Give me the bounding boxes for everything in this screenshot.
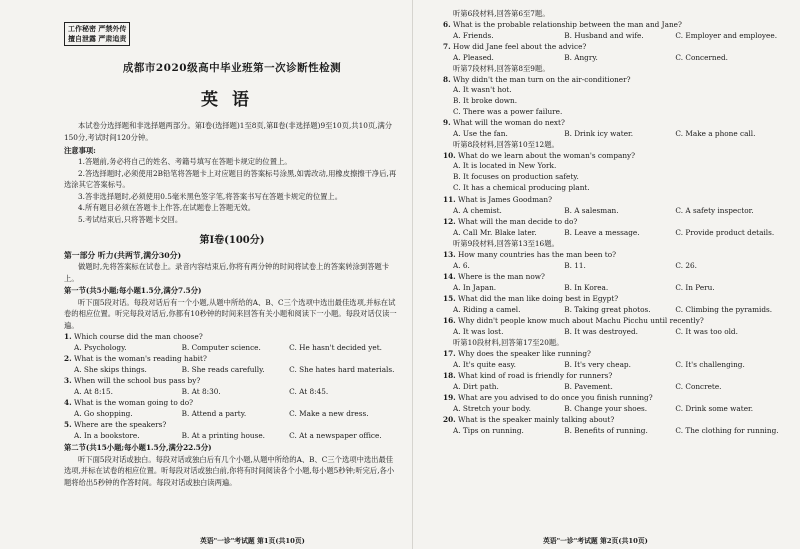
option-c: C. The clothing for running. — [675, 425, 779, 435]
option-c: C. He hasn't decided yet. — [289, 343, 382, 352]
question-text: Where is the man now? — [458, 271, 545, 281]
note-item: 5.考试结束后,只将答题卡交回。 — [78, 214, 183, 224]
option-a: A. Dirt path. — [453, 381, 499, 391]
question-text: Where are the speakers? — [73, 420, 167, 429]
option-a: A. Stretch your body. — [453, 403, 531, 413]
question-text: What will the woman do next? — [452, 118, 565, 128]
question — [443, 293, 790, 304]
question-number: 2. — [64, 354, 72, 363]
option-b: B. It was destroyed. — [564, 326, 638, 336]
option-a: A. Use the fan. — [453, 129, 508, 139]
option-c: C. A safety inspector. — [675, 205, 754, 215]
option-a: A. Psychology. — [74, 343, 127, 352]
option-b: B. Angry. — [564, 53, 598, 62]
section1-intro: 听下面5段对话。每段对话后有一个小题,从题中所给的A、B、C三个选项中选出最佳选项,并标在试卷的相应位置。听完每段对话后,你都有10秒钟的时间来回答有关小题和阅读下一小题。每段对话仅读一遍。 — [64, 297, 397, 330]
question-text: How many countries has the man been to? — [458, 249, 617, 259]
option-a: A. 6. — [453, 260, 470, 270]
question-text: What will the man decide to do? — [458, 216, 578, 226]
question-number: 13. — [443, 249, 456, 259]
question-number: 10. — [443, 151, 456, 161]
part1-heading: 第一部分 听力(共两节,满分30分) — [64, 251, 182, 260]
question-text: What did the man like doing best in Egypt? — [458, 293, 619, 303]
question-number: 20. — [443, 414, 456, 424]
question-number: 14. — [443, 271, 456, 281]
listen-instruction: 听第9段材料,回答第13至16题。 — [453, 238, 559, 248]
option-a: A. Friends. — [453, 31, 494, 40]
option-b: B. At 8:30. — [181, 387, 221, 396]
option-c: C. At 8:45. — [289, 387, 329, 396]
question-number: 12. — [443, 216, 456, 226]
options — [64, 408, 400, 419]
question-text: Which course did the man choose? — [73, 332, 203, 341]
question-text: What is the probable relationship between the man and Jane? — [452, 20, 682, 29]
option-b: B. In Korea. — [564, 282, 609, 292]
listen-instruction: 听第8段材料,回答第10至12题。 — [453, 140, 559, 150]
left-question-list — [64, 331, 400, 441]
question — [443, 271, 790, 282]
question — [443, 194, 790, 205]
options — [443, 52, 790, 63]
options — [443, 359, 790, 370]
option-c: C. Concerned. — [675, 53, 728, 62]
option-a: A. She skips things. — [74, 365, 147, 374]
options — [64, 430, 400, 441]
section2-intro: 听下面5段对话或独白。每段对话或独白后有几个小题,从题中所给的A、B、C三个选项中选出最佳选项,并标在试卷的相应位置。听每段对话或独白前,你将有时间阅读各个小题,每小题5秒钟;听完后,各小题将给出5秒钟的作答时间。每段对话或独白读两遍。 — [64, 454, 395, 487]
option-a: A. It was lost. — [453, 326, 504, 336]
page-footer-right: 英语"一诊"考试题 第2页(共10页) — [543, 537, 648, 545]
listen-instruction: 听第10段材料,回答第17至20题。 — [453, 337, 564, 347]
question — [443, 150, 790, 161]
question-number: 4. — [64, 398, 72, 407]
question — [64, 353, 400, 364]
option-c: C. Make a new dress. — [289, 409, 369, 418]
listen-instruction: 听第6段材料,回答第6至7题。 — [453, 9, 550, 18]
option-c: C. It has a chemical producing plant. — [453, 182, 590, 192]
question-number: 15. — [443, 293, 456, 303]
question-text: When will the school bus pass by? — [73, 376, 201, 385]
question — [443, 41, 790, 52]
question — [443, 117, 790, 128]
question-number: 3. — [64, 376, 72, 385]
option-a: A. Riding a camel. — [453, 304, 521, 314]
question — [443, 414, 790, 425]
option-a: A. Call Mr. Blake later. — [453, 227, 537, 237]
question — [443, 249, 790, 260]
option-b: B. Pavement. — [564, 381, 613, 391]
question — [443, 370, 790, 381]
question-number: 5. — [64, 420, 72, 429]
section1-heading: 第一节(共5小题;每小题1.5分,满分7.5分) — [64, 286, 202, 295]
question-text: What is James Goodman? — [458, 194, 552, 204]
option-c: C. It was too old. — [675, 326, 738, 336]
option-c: C. There was a power failure. — [453, 106, 563, 116]
question-number: 7. — [443, 42, 451, 51]
note-item: 1.答题前,务必将自己的姓名、考籍号填写在答题卡规定的位置上。 — [78, 157, 292, 166]
option-c: C. At a newspaper office. — [289, 431, 382, 440]
question — [443, 348, 790, 359]
option-a: A. Pleased. — [453, 53, 494, 62]
question-number: 16. — [443, 315, 456, 325]
options — [443, 128, 790, 139]
option-b: B. Attend a party. — [181, 409, 247, 418]
question — [443, 74, 790, 85]
option-b: B. Benefits of running. — [564, 425, 648, 435]
question-text: Why does the speaker like running? — [458, 348, 591, 358]
option-a: A. At 8:15. — [74, 387, 114, 396]
option-c: C. She hates hard materials. — [289, 365, 395, 374]
right-page — [412, 0, 800, 549]
question-text: What do we learn about the woman's company? — [458, 151, 636, 161]
question — [443, 392, 790, 403]
question-number: 19. — [443, 392, 456, 402]
question — [64, 397, 400, 408]
question-text: What kind of road is friendly for runners? — [458, 370, 613, 380]
options — [443, 227, 790, 238]
option-c: C. Concrete. — [675, 381, 722, 391]
option-b: B. Husband and wife. — [564, 31, 644, 40]
option-a: A. It's quite easy. — [453, 359, 516, 369]
option-a: A. Go shopping. — [74, 409, 133, 418]
option-b: B. Change your shoes. — [564, 403, 648, 413]
option-c: C. Employer and employee. — [675, 31, 778, 40]
question-number: 17. — [443, 348, 456, 358]
section2-heading: 第二节(共15小题;每小题1.5分,满分22.5分) — [64, 443, 212, 452]
option-c: C. 26. — [675, 260, 697, 270]
option-c: C. Drink some water. — [675, 403, 754, 413]
option-b: B. At a printing house. — [181, 431, 265, 440]
secret-line-2: 擅自泄露 严肃追责 — [68, 35, 127, 43]
note-item: 3.答非选择题时,必须使用0.5毫米黑色签字笔,将答案书写在答题卡规定的位置上。 — [78, 191, 342, 201]
option-c: C. In Peru. — [675, 282, 715, 292]
note-item: 4.所有题目必须在答题卡上作答,在试题卷上答题无效。 — [78, 203, 256, 212]
question-number: 1. — [64, 332, 72, 341]
question — [443, 216, 790, 227]
listen-instruction: 听第7段材料,回答第8至9题。 — [453, 64, 550, 73]
question-text: What are you advised to do once you finish running? — [458, 392, 653, 402]
question-text: What is the speaker mainly talking about? — [458, 414, 615, 424]
option-a: A. In a bookstore. — [74, 431, 140, 440]
option-c: C. Make a phone call. — [675, 129, 756, 139]
secret-line-1: 工作秘密 严禁外传 — [68, 25, 127, 33]
options — [443, 425, 790, 436]
question-number: 8. — [443, 75, 451, 84]
question-number: 11. — [443, 194, 456, 204]
options — [443, 304, 790, 315]
option-a: A. It is located in New York. — [453, 161, 557, 171]
option-b: B. Taking great photos. — [564, 304, 651, 314]
option-a: A. In Japan. — [453, 282, 497, 292]
question — [64, 331, 400, 342]
question — [443, 19, 790, 30]
option-b: B. Leave a message. — [564, 227, 640, 237]
note-item: 2.答选择题时,必须使用2B铅笔将答题卡上对应题目的答案标号涂黑,如需改动,用橡皮擦擦干净后,再选涂其它答案标号。 — [64, 168, 397, 189]
question-text: What is the woman going to do? — [73, 398, 194, 407]
options — [443, 260, 790, 271]
exam-title: 成都市2020级高中毕业班第一次诊断性检测 — [122, 62, 342, 74]
part1-intro: 做题时,先将答案标在试卷上。录音内容结束后,你将有两分钟的时间将试卷上的答案转涂到答题卡上。 — [64, 262, 390, 283]
intro-text: 本试卷分选择题和非选择题两部分。第Ⅰ卷(选择题)1至8页,第Ⅱ卷(非选择题)9至10页,共10页,满分150分,考试时间120分钟。 — [64, 121, 393, 142]
question — [443, 315, 790, 326]
options — [443, 403, 790, 414]
options — [443, 326, 790, 337]
question-text: What is the woman's reading habit? — [73, 354, 207, 363]
question-text: Why didn't people know much about Machu Picchu until recently? — [458, 315, 704, 325]
option-c: C. Climbing the pyramids. — [675, 304, 773, 314]
option-b: B. Drink icy water. — [564, 129, 634, 139]
options — [443, 282, 790, 293]
question — [64, 419, 400, 430]
option-c: C. Provide product details. — [675, 227, 775, 237]
options — [443, 30, 790, 41]
page-footer-left: 英语"一诊"考试题 第1页(共10页) — [200, 537, 305, 545]
subject-title: 英语 — [201, 90, 263, 110]
option-c: C. It's challenging. — [675, 359, 745, 369]
option-a: A. It wasn't hot. — [453, 85, 512, 94]
options — [443, 381, 790, 392]
question-number: 9. — [443, 118, 451, 128]
option-b: B. It broke down. — [453, 95, 518, 105]
option-b: B. 11. — [564, 260, 586, 270]
options — [64, 342, 400, 353]
question-text: How did Jane feel about the advice? — [452, 42, 587, 51]
option-b: B. Computer science. — [181, 343, 261, 352]
option-b: B. It's very cheap. — [564, 359, 631, 369]
volume-heading: 第Ⅰ卷(100分) — [199, 235, 265, 246]
option-a: A. Tips on running. — [453, 425, 524, 435]
question-text: Why didn't the man turn on the air-conditioner? — [452, 75, 631, 84]
question-number: 18. — [443, 370, 456, 380]
notes-heading: 注意事项: — [64, 146, 96, 155]
option-b: B. She reads carefully. — [181, 365, 265, 374]
question-number: 6. — [443, 20, 451, 29]
options — [64, 386, 400, 397]
option-b: B. It focuses on production safety. — [453, 172, 579, 182]
secret-stamp — [64, 22, 130, 46]
option-a: A. A chemist. — [453, 205, 502, 215]
question — [64, 375, 400, 386]
option-b: B. A salesman. — [564, 205, 619, 215]
options — [443, 205, 790, 216]
options — [64, 364, 400, 375]
